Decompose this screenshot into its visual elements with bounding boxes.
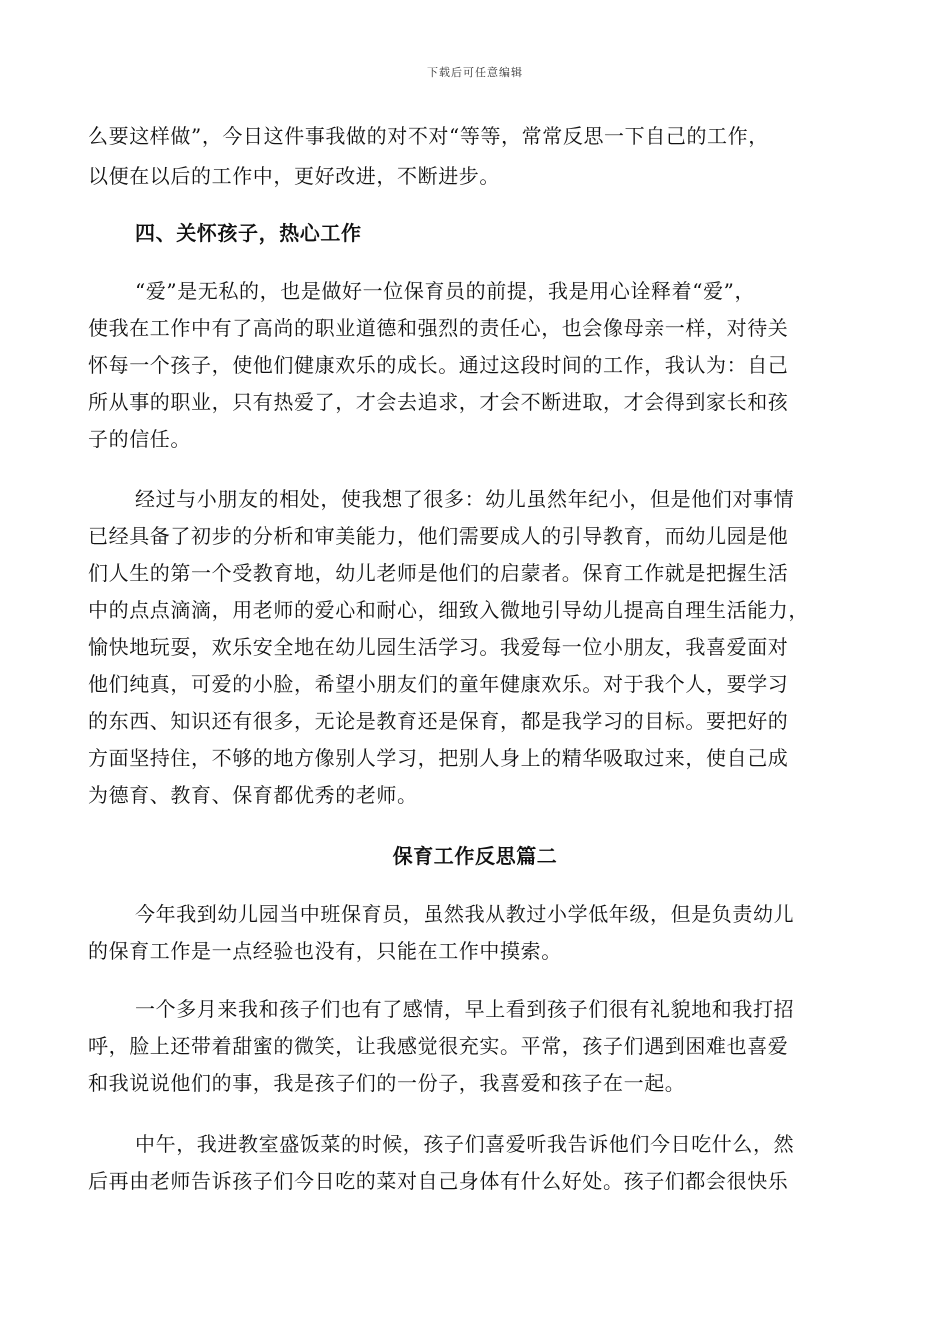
paragraph-line: 一个多月来我和孩子们也有了感情，早上看到孩子们很有礼貌地和我打招 — [135, 997, 795, 1021]
paragraph-line: 的保育工作是一点经验也没有，只能在工作中摸索。 — [88, 939, 562, 963]
paragraph-line: 中午，我进教室盛饭菜的时候，孩子们喜爱听我告诉他们今日吃什么，然 — [135, 1132, 795, 1156]
paragraph-line: 后再由老师告诉孩子们今日吃的菜对自己身体有什么好处。孩子们都会很快乐 — [88, 1169, 789, 1193]
section-heading: 四、关怀孩子，热心工作 — [135, 221, 362, 245]
paragraph-line: 今年我到幼儿园当中班保育员，虽然我从教过小学低年级，但是负责幼儿 — [135, 902, 795, 926]
paragraph-line: 愉快地玩耍，欢乐安全地在幼儿园生活学习。我爱每一位小朋友，我喜爱面对 — [88, 635, 789, 659]
paragraph-line: 子的信任。 — [88, 427, 191, 451]
page-header-note: 下载后可任意编辑 — [427, 66, 523, 79]
paragraph-line: 所从事的职业，只有热爱了，才会去追求，才会不断进取，才会得到家长和孩 — [88, 390, 789, 414]
paragraph-line: “爱”是无私的，也是做好一位保育员的前提，我是用心诠释着“爱”， — [135, 279, 756, 303]
paragraph-line: 使我在工作中有了高尚的职业道德和强烈的责任心，也会像母亲一样，对待关 — [88, 316, 789, 340]
article-title: 保育工作反思篇二 — [392, 844, 558, 868]
paragraph-line: 么要这样做”，今日这件事我做的对不对“等等，常常反思一下自己的工作， — [88, 124, 769, 148]
paragraph-line: 和我说说他们的事，我是孩子们的一份子，我喜爱和孩子在一起。 — [88, 1071, 686, 1095]
paragraph-line: 为德育、教育、保育都优秀的老师。 — [88, 783, 418, 807]
paragraph-line: 他们纯真，可爱的小脸，希望小朋友们的童年健康欢乐。对于我个人，要学习 — [88, 672, 789, 696]
paragraph-line: 以便在以后的工作中，更好改进，不断进步。 — [88, 164, 500, 188]
paragraph-line: 呼，脸上还带着甜蜜的微笑，让我感觉很充实。平常，孩子们遇到困难也喜爱 — [88, 1034, 789, 1058]
paragraph-line: 们人生的第一个受教育地，幼儿老师是他们的启蒙者。保育工作就是把握生活 — [88, 561, 789, 585]
paragraph-line: 已经具备了初步的分析和审美能力，他们需要成人的引导教育，而幼儿园是他 — [88, 524, 789, 548]
paragraph-line: 中的点点滴滴，用老师的爱心和耐心，细致入微地引导幼儿提高自理生活能力， — [88, 598, 809, 622]
paragraph-line: 怀每一个孩子，使他们健康欢乐的成长。通过这段时间的工作，我认为：自己 — [88, 353, 789, 377]
paragraph-line: 的东西、知识还有很多，无论是教育还是保育，都是我学习的目标。要把好的 — [88, 709, 789, 733]
paragraph-line: 方面坚持住，不够的地方像别人学习，把别人身上的精华吸取过来，使自己成 — [88, 746, 789, 770]
paragraph-line: 经过与小朋友的相处，使我想了很多：幼儿虽然年纪小，但是他们对事情 — [135, 487, 795, 511]
